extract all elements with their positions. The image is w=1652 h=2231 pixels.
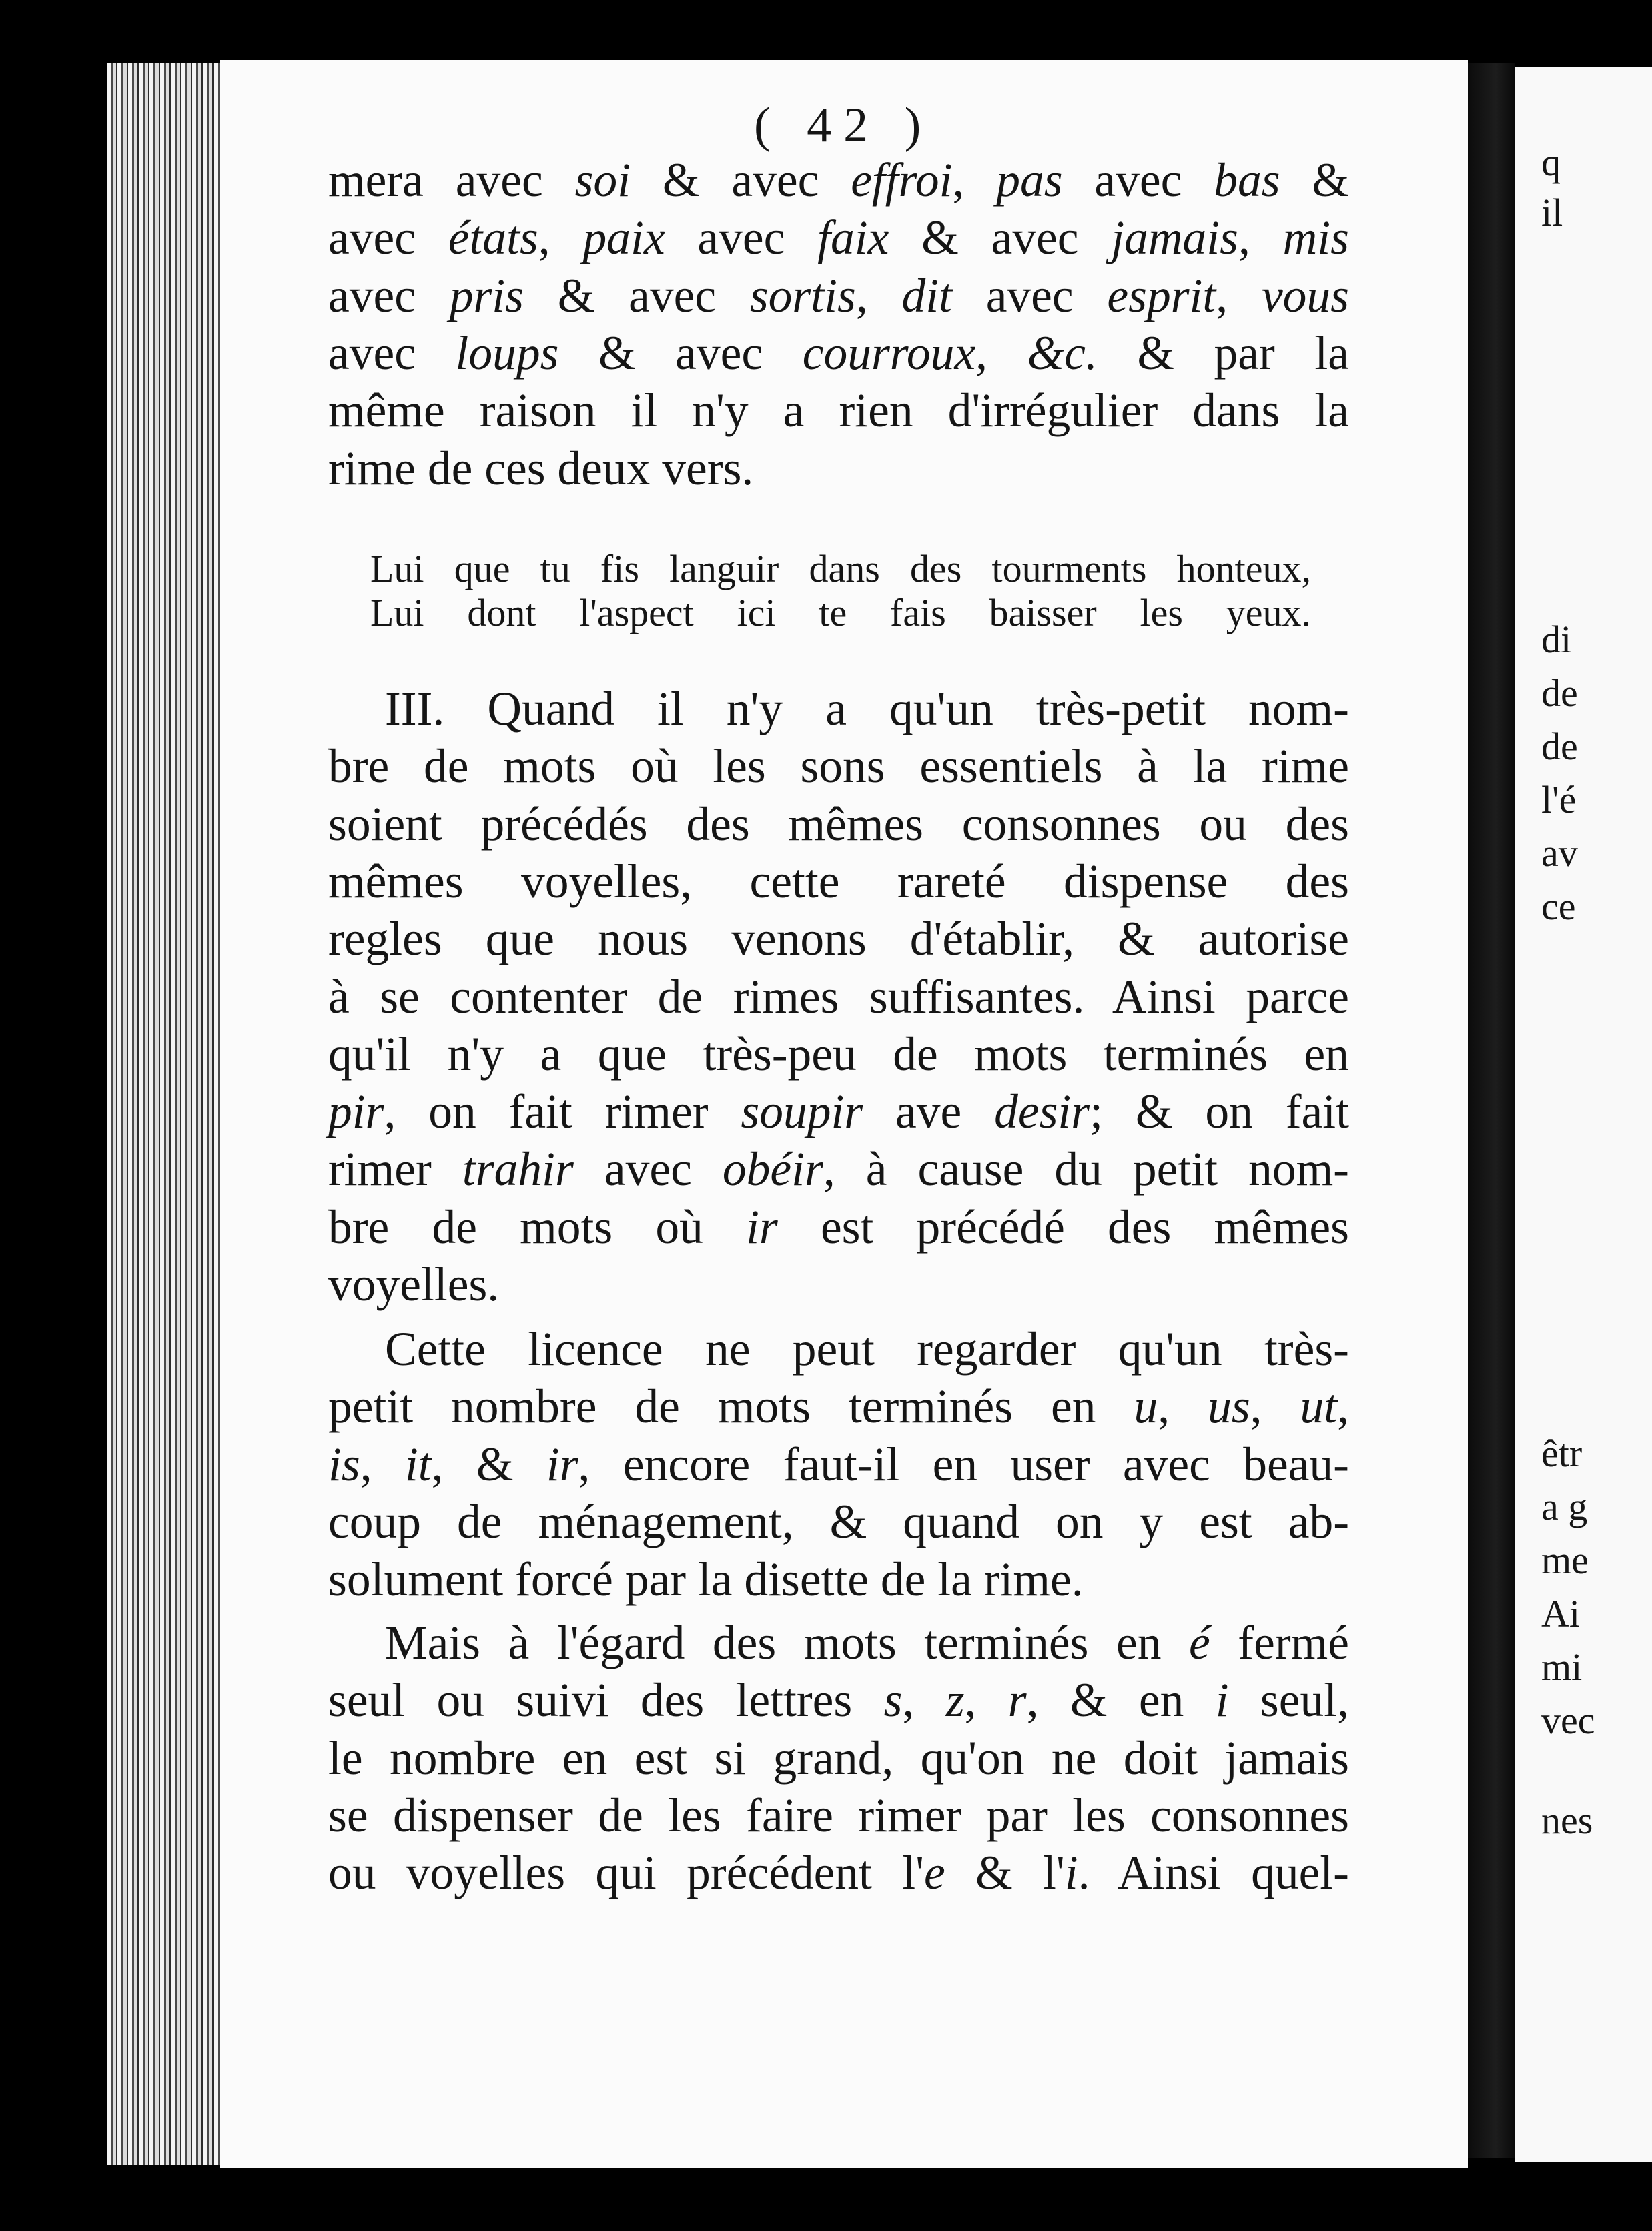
text-line: avec états, paix avec faix & avec jamais, mis [328,211,1349,265]
text-line: seul ou suivi des lettres s, z, r, & en i seul, [328,1674,1349,1727]
text-line: rime de ces deux vers. [328,442,754,495]
text-line: solument forcé par la disette de la rime. [328,1553,1084,1607]
facing-page-fragment: q [1541,141,1561,184]
text-line: à se contenter de rimes suffisantes. Ainsi parce [328,970,1349,1023]
page-edges [107,63,227,2165]
text-line: se dispenser de les faire rimer par les consonnes [328,1789,1349,1842]
facing-page-fragment: Ai [1541,1592,1580,1635]
page-number: ( 42 ) [754,98,933,153]
text-line: ou voyelles qui précédent l'e & l'i. Ainsi quel- [328,1847,1349,1900]
text-line: avec pris & avec sortis, dit avec esprit, vous [328,269,1349,322]
facing-page-fragment: l'é [1541,778,1577,821]
facing-page-fragment: de [1541,671,1578,715]
facing-page-fragment: de [1541,725,1578,768]
text-line: mera avec soi & avec effroi, pas avec bas & [328,154,1349,207]
book-gutter [1468,63,1515,2158]
text-line: même raison il n'y a rien d'irrégulier dans la [328,384,1349,438]
text-line: III. Quand il n'y a qu'un très-petit nom- [385,683,1349,735]
facing-page-fragment: il [1541,191,1563,234]
text-line: avec loups & avec courroux, &c. & par la [328,326,1350,380]
facing-page-fragment: mi [1541,1645,1583,1689]
facing-page-fragment: me [1541,1538,1589,1582]
text-line: soient précédés des mêmes consonnes ou des [328,797,1349,851]
text-line: coup de ménagement, & quand on y est ab- [328,1495,1349,1548]
text-line: le nombre en est si grand, qu'on ne doit jamais [328,1731,1349,1785]
text-line: petit nombre de mots terminés en u, us, ut, [328,1380,1350,1434]
facing-page-fragment: di [1541,618,1572,661]
facing-page-fragment: a g [1541,1485,1588,1528]
text-line: pir, on fait rimer soupir ave desir; & on fait [328,1085,1349,1139]
text-line: bre de mots où les sons essentiels à la rime [328,740,1349,793]
text-line: Cette licence ne peut regarder qu'un très- [385,1323,1349,1376]
text-line: qu'il n'y a que très-peu de mots terminés en [328,1027,1349,1081]
facing-page [1515,67,1652,2162]
text-line: mêmes voyelles, cette rareté dispense des [328,855,1349,908]
verse-line: Lui dont l'aspect ici te fais baisser les yeux. [370,591,1311,634]
facing-page-fragment: av [1541,831,1578,875]
facing-page-fragment: êtr [1541,1432,1583,1475]
text-line: regles que nous venons d'établir, & autorise [328,913,1349,966]
text-line: is, it, & ir, encore faut-il en user avec beau- [328,1438,1349,1491]
text-line: bre de mots où ir est précédé des mêmes [328,1200,1349,1254]
facing-page-fragment: ce [1541,885,1576,928]
facing-page-fragment: nes [1541,1799,1593,1842]
facing-page-fragment: vec [1541,1699,1595,1742]
text-line: rimer trahir avec obéir, à cause du petit nom- [328,1143,1349,1196]
text-line: voyelles. [328,1258,500,1311]
verse-line: Lui que tu fis languir dans des tourments honteux, [370,547,1311,590]
text-line: Mais à l'égard des mots terminés en é fermé [385,1617,1349,1669]
